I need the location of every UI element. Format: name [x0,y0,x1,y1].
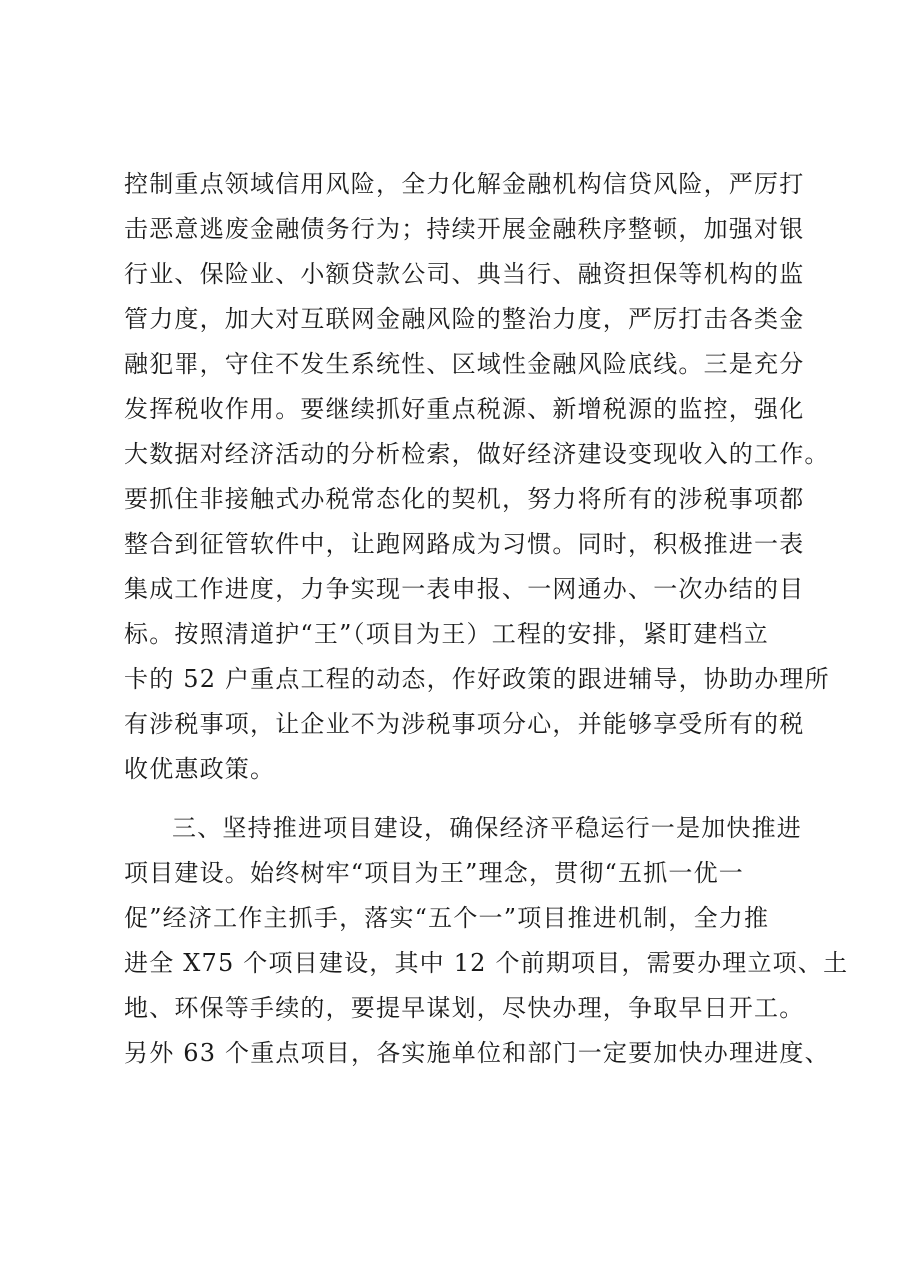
section-heading-line: 三、坚持推进项目建设，确保经济平稳运行一是加快推进 [172,814,802,842]
paragraph-line: 整合到征管软件中，让跑网路成为习惯。同时，积极推进一表 [124,530,805,558]
paragraph-line: 有涉税事项，让企业不为涉税事项分心，并能够享受所有的税 [124,710,805,738]
paragraph-line: 要抓住非接触式办税常态化的契机，努力将所有的涉税事项都 [124,485,805,513]
paragraph-line: 控制重点领域信用风险，全力化解金融机构信贷风险，严厉打 [124,170,805,198]
paragraph-line: 促”经济工作主抓手，落实“五个一”项目推进机制，全力推 [124,904,770,932]
paragraph-line: 管力度，加大对互联网金融风险的整治力度，严厉打击各类金 [124,305,805,333]
paragraph-line: 融犯罪，守住不发生系统性、区域性金融风险底线。三是充分 [124,350,805,378]
paragraph-line: 发挥税收作用。要继续抓好重点税源、新增税源的监控，强化 [124,395,805,423]
paragraph-line: 进全 X75 个项目建设，其中 12 个前期项目，需要办理立项、土 [124,949,849,977]
paragraph-line: 另外 63 个重点项目，各实施单位和部门一定要加快办理进度、 [124,1039,830,1067]
paragraph-line: 集成工作进度，力争实现一表申报、一网通办、一次办结的目 [124,575,805,603]
paragraph-line: 项目建设。始终树牢“项目为王”理念，贯彻“五抓一优一 [124,859,745,887]
paragraph-line: 收优惠政策。 [124,755,276,783]
paragraph-line: 行业、保险业、小额贷款公司、典当行、融资担保等机构的监 [124,260,805,288]
paragraph-line: 卡的 52 户重点工程的动态，作好政策的跟进辅导，协助办理所 [124,665,830,693]
paragraph-line: 击恶意逃废金融债务行为；持续开展金融秩序整顿，加强对银 [124,215,805,243]
paragraph-line: 地、环保等手续的，要提早谋划，尽快办理，争取早日开工。 [124,994,805,1022]
paragraph-line: 标。按照清道护“王”（项目为王）工程的安排，紧盯建档立 [124,620,769,648]
paragraph-line: 大数据对经济活动的分析检索，做好经济建设变现收入的工作。 [124,440,830,468]
